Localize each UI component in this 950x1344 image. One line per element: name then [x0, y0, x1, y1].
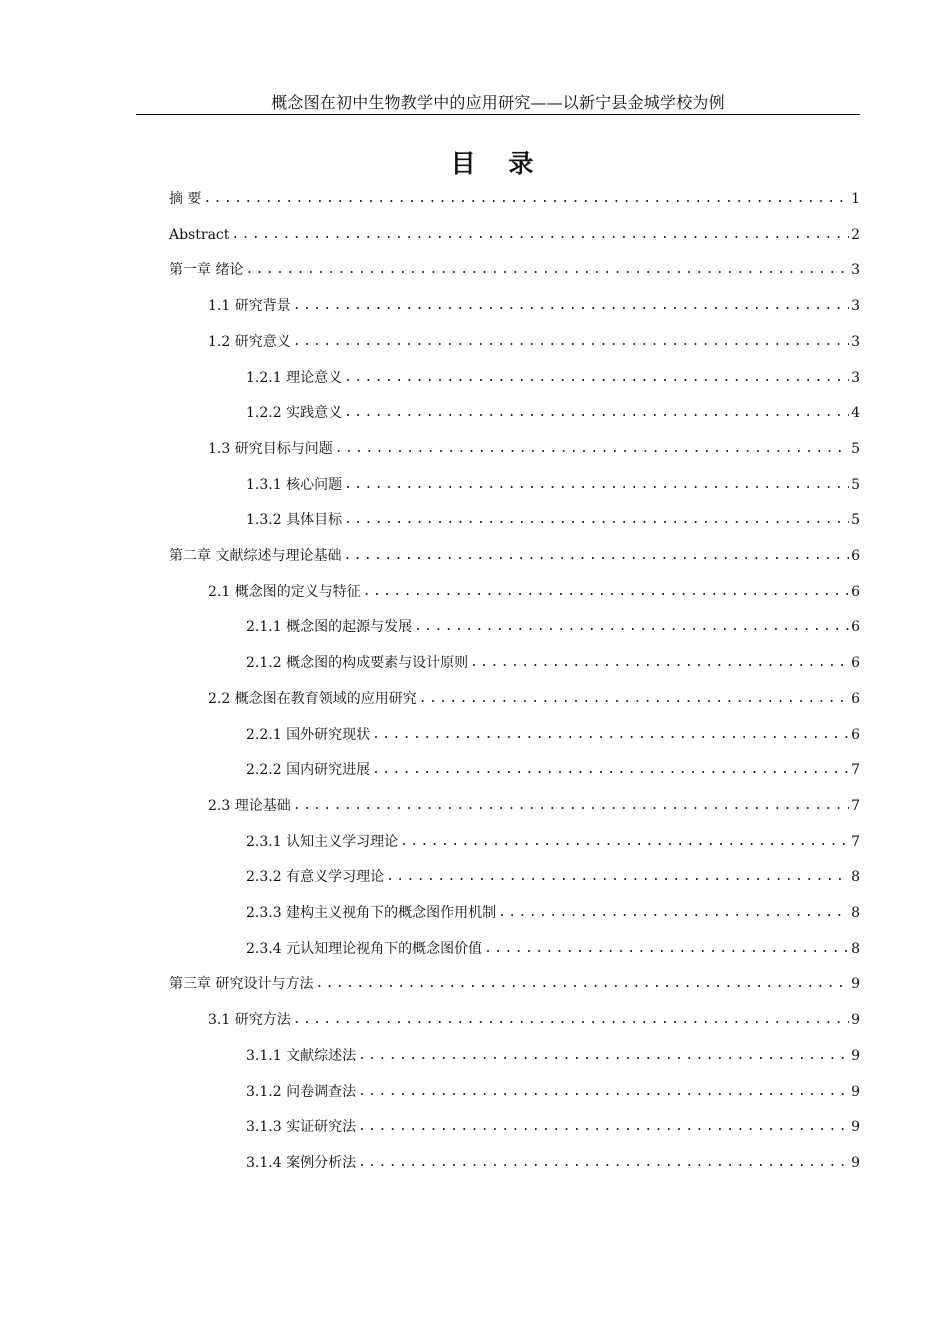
dot-leader	[386, 867, 849, 887]
toc-entry-page-number: 3	[851, 369, 860, 386]
dot-leader	[498, 903, 849, 923]
toc-entry-page-number: 9	[851, 1047, 860, 1064]
dot-leader	[344, 368, 849, 388]
toc-entry-page-number: 9	[851, 1083, 860, 1100]
toc-entry-title: 2.2 概念图在教育领域的应用研究	[208, 690, 417, 707]
toc-entry[interactable]	[208, 792, 860, 816]
toc-entry[interactable]	[246, 935, 860, 959]
dot-leader	[293, 332, 849, 352]
toc-entry-title: 3.1 研究方法	[208, 1012, 291, 1029]
toc-entry[interactable]	[208, 328, 860, 352]
toc-entry-page-number: 3	[851, 333, 860, 350]
toc-entry-title: 3.1.4 案例分析法	[246, 1154, 357, 1171]
toc-entry-title: 1.3 研究目标与问题	[208, 440, 333, 457]
toc-entry[interactable]	[246, 613, 860, 637]
toc-entry-title: 2.2.2 国内研究进展	[246, 762, 371, 779]
dot-leader	[372, 725, 849, 745]
dot-leader	[231, 225, 849, 245]
toc-entry-page-number: 7	[851, 833, 860, 850]
toc-entry[interactable]	[246, 1042, 860, 1066]
toc-entry[interactable]	[246, 721, 860, 745]
toc-entry[interactable]	[246, 1149, 860, 1173]
toc-entry[interactable]	[246, 899, 860, 923]
toc-entry-title: 1.2 研究意义	[208, 333, 291, 350]
toc-entry-title: 2.3.1 认知主义学习理论	[246, 833, 399, 850]
dot-leader	[335, 439, 849, 459]
toc-entry[interactable]	[208, 1006, 860, 1030]
toc-entry-page-number: 6	[851, 583, 860, 600]
toc-entry-title: 2.1 概念图的定义与特征	[208, 583, 361, 600]
toc-entry-page-number: 5	[851, 512, 860, 529]
toc-entry-title: 2.3 理论基础	[208, 797, 291, 814]
toc-entry-page-number: 6	[851, 548, 860, 564]
toc-entry[interactable]	[169, 256, 860, 280]
header-rule	[136, 114, 860, 115]
toc-entry-page-number: 3	[851, 262, 860, 279]
dot-leader	[363, 582, 849, 602]
toc-entry-page-number: 9	[851, 1154, 860, 1171]
dot-leader	[414, 617, 849, 637]
toc-entry-page-number: 5	[851, 476, 860, 493]
dot-leader	[315, 974, 849, 994]
toc-entry-page-number: 1	[851, 191, 860, 207]
toc-entry[interactable]	[169, 185, 860, 209]
toc-entry[interactable]	[246, 1078, 860, 1102]
dot-leader	[203, 189, 849, 209]
toc-entry-title: 第三章 研究设计与方法	[169, 976, 314, 993]
toc-entry-page-number: 8	[851, 940, 860, 957]
toc-entry-title: Abstract	[169, 226, 230, 243]
toc-entry-title: 1.1 研究背景	[208, 298, 291, 315]
toc-entry-title: 1.3.2 具体目标	[246, 512, 343, 529]
toc-entry[interactable]	[208, 292, 860, 316]
toc-entry-page-number: 8	[851, 869, 860, 886]
toc-entry[interactable]	[246, 471, 860, 495]
toc-entry[interactable]	[208, 685, 860, 709]
toc-entry-page-number: 9	[851, 976, 860, 993]
toc-entry[interactable]	[246, 1113, 860, 1137]
toc-entry-title: 第二章 文献综述与理论基础	[169, 548, 342, 564]
toc-entry-title: 3.1.2 问卷调查法	[246, 1083, 357, 1100]
toc-entry[interactable]	[169, 221, 860, 245]
toc-entry-title: 3.1.1 文献综述法	[246, 1047, 357, 1064]
running-header: 概念图在初中生物教学中的应用研究——以新宁县金城学校为例	[271, 93, 725, 112]
toc-entry[interactable]	[246, 756, 860, 780]
dot-leader	[293, 1010, 849, 1030]
toc-entry-page-number: 8	[851, 905, 860, 921]
toc-entry-page-number: 9	[851, 1119, 860, 1136]
toc-entry-page-number: 5	[851, 440, 860, 457]
toc-entry-page-number: 6	[851, 655, 860, 672]
dot-leader	[484, 939, 849, 959]
dot-leader	[358, 1153, 849, 1173]
toc-entry[interactable]	[208, 578, 860, 602]
dot-leader	[293, 296, 849, 316]
toc-entry-title: 2.3.2 有意义学习理论	[246, 869, 385, 886]
toc-entry-page-number: 6	[851, 726, 860, 743]
toc-entry-title: 2.2.1 国外研究现状	[246, 726, 371, 743]
toc-entry-page-number: 9	[851, 1012, 860, 1029]
dot-leader	[245, 260, 849, 280]
toc-entry-page-number: 6	[851, 619, 860, 636]
toc-entry-title: 摘 要	[169, 191, 202, 207]
toc-entry-page-number: 6	[851, 690, 860, 707]
toc-entry-page-number: 7	[851, 762, 860, 779]
toc-entry[interactable]	[246, 863, 860, 887]
toc-entry-page-number: 7	[851, 797, 860, 814]
toc-entry-title: 2.1.1 概念图的起源与发展	[246, 619, 413, 636]
toc-entry-page-number: 3	[851, 298, 860, 315]
toc-entry-title: 1.3.1 核心问题	[246, 476, 343, 493]
toc-entry-title: 1.2.1 理论意义	[246, 369, 343, 386]
dot-leader	[293, 796, 849, 816]
toc-entry-page-number: 4	[851, 405, 860, 422]
dot-leader	[344, 510, 849, 530]
toc-entry-title: 2.3.4 元认知理论视角下的概念图价值	[246, 940, 483, 957]
toc-entry[interactable]	[169, 542, 860, 566]
dot-leader	[400, 832, 849, 852]
toc-entry-title: 第一章 绪论	[169, 262, 244, 279]
dot-leader	[344, 475, 849, 495]
dot-leader	[358, 1117, 849, 1137]
toc-entry[interactable]	[246, 399, 860, 423]
toc-entry-page-number: 2	[851, 226, 860, 243]
dot-leader	[344, 403, 849, 423]
toc-entry-title: 1.2.2 实践意义	[246, 405, 343, 422]
dot-leader	[343, 546, 849, 566]
toc-entry-title: 2.3.3 建构主义视角下的概念图作用机制	[246, 905, 497, 921]
toc-title: 目 录	[450, 149, 546, 178]
toc-entry-title: 3.1.3 实证研究法	[246, 1119, 357, 1136]
dot-leader	[419, 689, 849, 709]
toc-entry[interactable]	[246, 828, 860, 852]
toc-entry[interactable]	[208, 435, 860, 459]
dot-leader	[358, 1082, 849, 1102]
dot-leader	[470, 653, 849, 673]
toc-entry[interactable]	[169, 970, 860, 994]
toc-entry-title: 2.1.2 概念图的构成要素与设计原则	[246, 655, 469, 672]
dot-leader	[358, 1046, 849, 1066]
toc-entry[interactable]	[246, 364, 860, 388]
toc-entry[interactable]	[246, 649, 860, 673]
dot-leader	[372, 760, 849, 780]
toc-entry[interactable]	[246, 506, 860, 530]
